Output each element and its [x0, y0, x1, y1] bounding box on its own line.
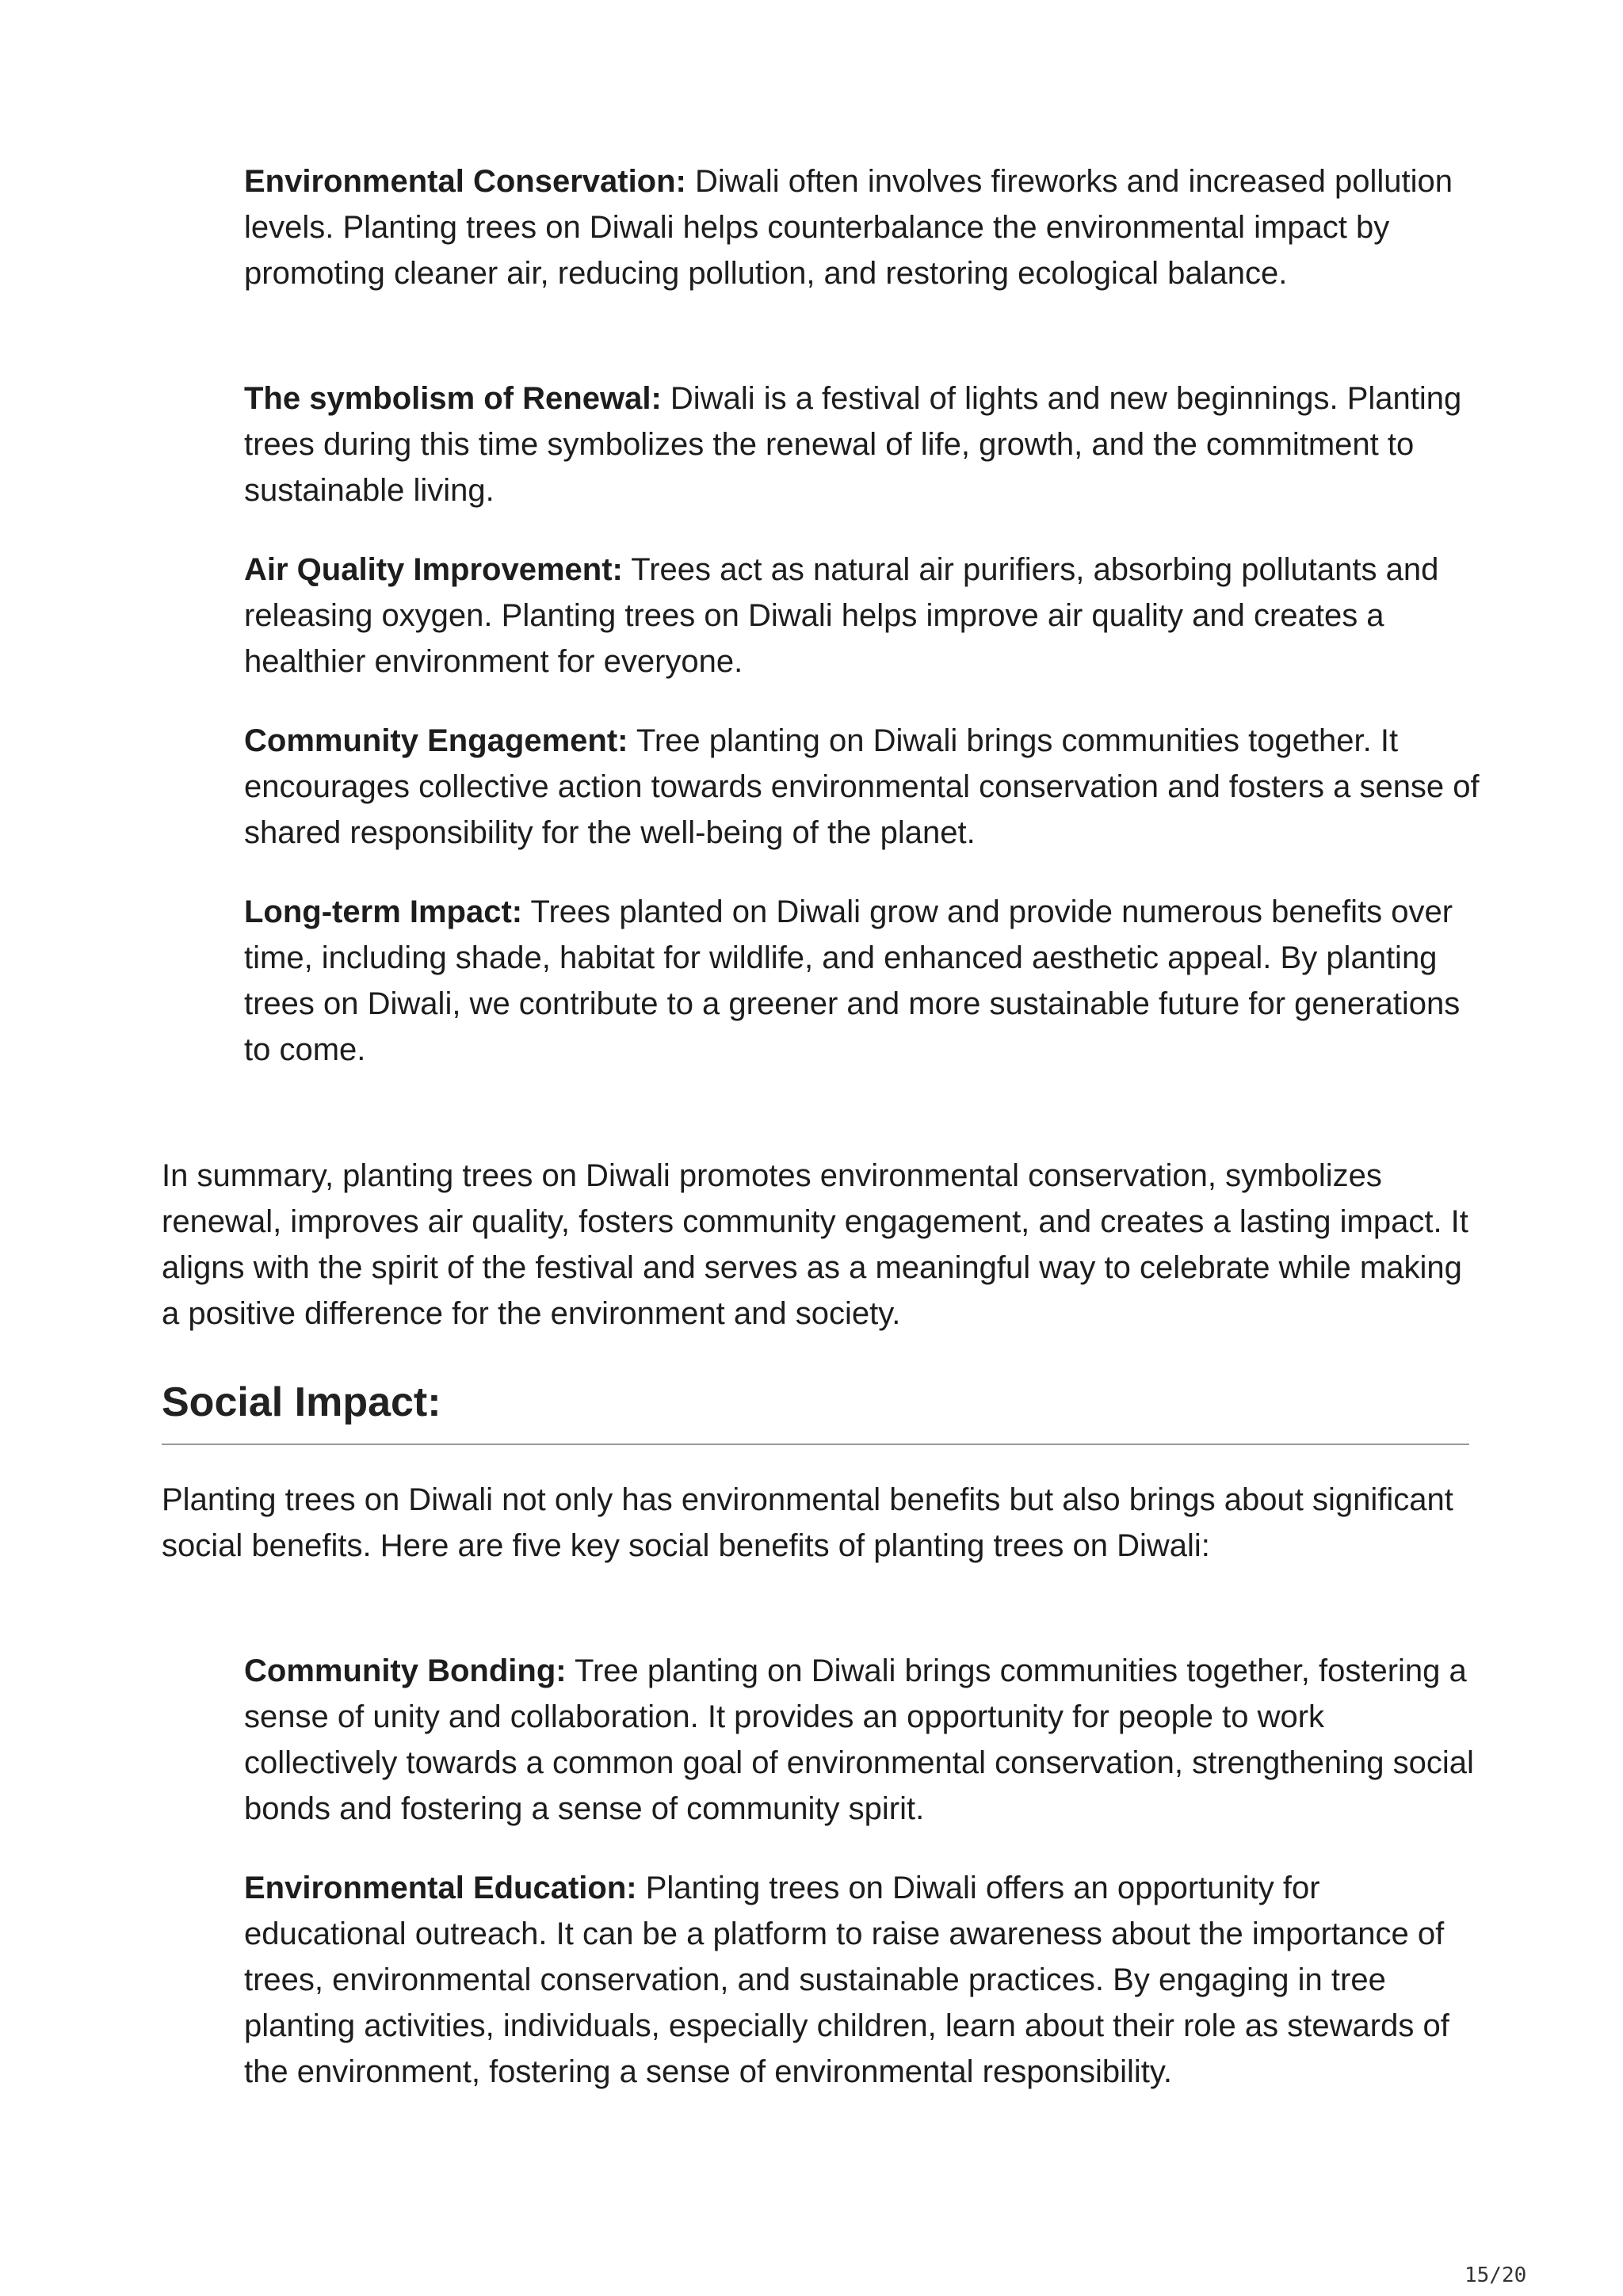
list-item-text: Tree planting on Diwali brings communities together. It encourages collective action towards environmental conservation and fosters a sense of shared responsibility for the well-being of the planet. — [244, 723, 1480, 850]
list-item-label: Long-term Impact: — [244, 894, 523, 929]
list-item-text: Planting trees on Diwali offers an opportunity for educational outreach. It can be a platform to raise awareness about the importance of trees, environmental conservation, and sustainable practices. By engaging in tree planting activities, individuals, especially children, learn about their role as stewards of the environment, fostering a sense of environmental responsibility. — [244, 1871, 1449, 2089]
heading-divider — [162, 1444, 1469, 1445]
list-item-label: Environmental Education: — [244, 1871, 637, 1905]
list-item-label: The symbolism of Renewal: — [244, 381, 662, 416]
list-item-text: Diwali often involves fireworks and increased pollution levels. Planting trees on Diwali helps counterbalance the environmental impact by promoting cleaner air, reducing pollution, and restoring ecological balance. — [244, 164, 1453, 291]
list-item-text: Tree planting on Diwali brings communities together, fostering a sense of unity and collaboration. It provides an opportunity for people to work collectively towards a common goal of environmental conservation, strengthening social bonds and fostering a sense of community spirit. — [244, 1653, 1474, 1826]
list-item-environmental-education — [244, 1865, 1480, 2095]
list-item-label: Community Engagement: — [244, 723, 628, 758]
list-item-label: Environmental Conservation: — [244, 164, 686, 199]
list-item-text: Diwali is a festival of lights and new beginnings. Planting trees during this time symbolizes the renewal of life, growth, and the commitment to sustainable living. — [244, 381, 1462, 508]
list-item-long-term-impact — [244, 889, 1480, 1073]
social-intro-paragraph: Planting trees on Diwali not only has environmental benefits but also brings about significant social benefits. Here are five key social benefits of planting trees on Diwali: — [162, 1482, 1453, 1563]
list-item-community-engagement — [244, 718, 1480, 856]
list-item-text: Trees planted on Diwali grow and provide numerous benefits over time, including shade, habitat for wildlife, and enhanced aesthetic appeal. By planting trees on Diwali, we contribute to a greener and more sustainable future for generations to come. — [244, 894, 1461, 1067]
summary-paragraph: In summary, planting trees on Diwali promotes environmental conservation, symbolizes renewal, improves air quality, fosters community engagement, and creates a lasting impact. It aligns with the spirit of the festival and serves as a meaningful way to celebrate while making a positive difference for the environment and society. — [162, 1158, 1468, 1331]
section-heading-social-impact: Social Impact: — [162, 1379, 441, 1425]
list-item-text: Trees act as natural air purifiers, absorbing pollutants and releasing oxygen. Planting trees on Diwali helps improve air quality and creates a healthier environment for everyone. — [244, 552, 1439, 679]
list-item-environmental-conservation — [244, 158, 1480, 296]
list-item-symbolism-of-renewal — [244, 376, 1480, 513]
page-number: 15/20 — [1465, 2264, 1527, 2287]
list-item-label: Community Bonding: — [244, 1653, 567, 1688]
list-item-air-quality-improvement — [244, 547, 1480, 685]
list-item-community-bonding — [244, 1648, 1480, 1832]
list-item-label: Air Quality Improvement: — [244, 552, 623, 587]
